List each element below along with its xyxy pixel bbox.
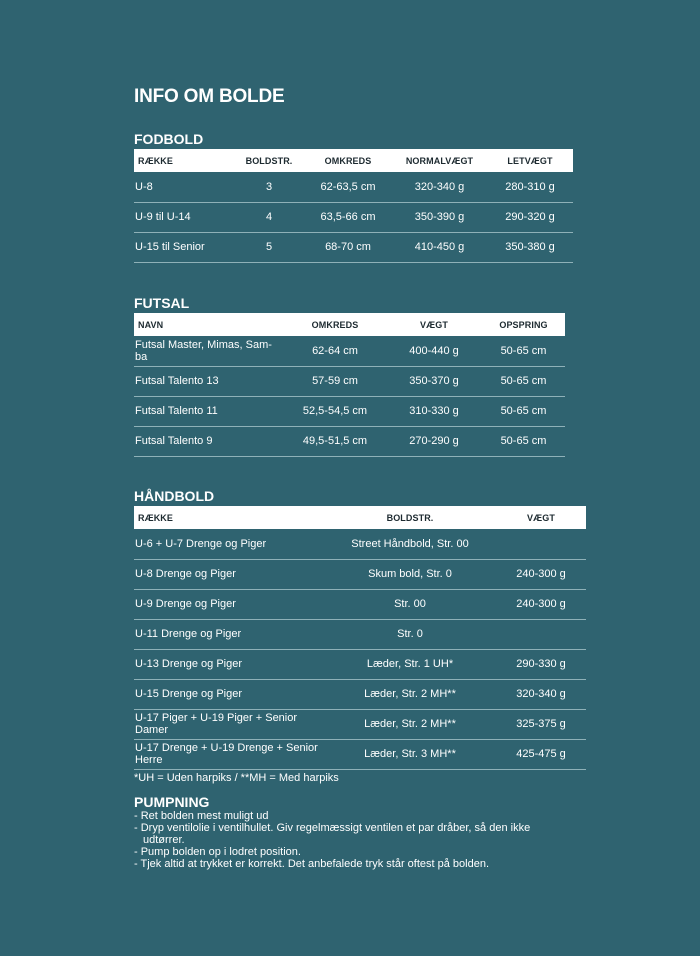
futsal-header-vaegt: VÆGT xyxy=(386,313,482,336)
table-cell: Futsal Talento 13 xyxy=(134,366,284,396)
fodbold-header-boldstr: BOLDSTR. xyxy=(234,149,304,172)
table-cell: 240-300 g xyxy=(496,559,586,589)
table-cell: Læder, Str. 2 MH** xyxy=(324,709,496,739)
fodbold-title: FODBOLD xyxy=(134,131,204,147)
table-cell: 50-65 cm xyxy=(482,426,565,456)
table-cell: 62-63,5 cm xyxy=(304,172,392,202)
futsal-header-omkreds: OMKREDS xyxy=(284,313,386,336)
table-cell: Læder, Str. 1 UH* xyxy=(324,649,496,679)
table-cell: 62-64 cm xyxy=(284,336,386,366)
table-cell: U-17 Drenge + U-19 Drenge + Senior Herre xyxy=(134,739,324,769)
futsal-section xyxy=(134,294,565,457)
list-item: - Dryp ventilolie i ventilhullet. Giv regelmæssigt ventilen et par dråber, så den ikke udtørrer. xyxy=(134,822,531,846)
table-cell: Str. 0 xyxy=(324,619,496,649)
pumpning-section xyxy=(134,794,574,870)
table-row xyxy=(134,232,573,262)
table-cell: 350-380 g xyxy=(487,232,573,262)
table-row xyxy=(134,172,573,202)
table-cell: U-17 Piger + U-19 Piger + Senior Damer xyxy=(134,709,324,739)
table-cell: U-9 til U-14 xyxy=(134,202,234,232)
table-cell: Futsal Talento 9 xyxy=(134,426,284,456)
table-row xyxy=(134,739,586,769)
list-item: - Tjek altid at trykket er korrekt. Det anbefalede tryk står oftest på bolden. xyxy=(134,858,490,870)
table-cell: Futsal Talento 11 xyxy=(134,396,284,426)
table-cell: 310-330 g xyxy=(386,396,482,426)
table-cell: 350-390 g xyxy=(392,202,487,232)
table-cell xyxy=(496,619,586,649)
table-cell: Skum bold, Str. 0 xyxy=(324,559,496,589)
table-cell: 52,5-54,5 cm xyxy=(284,396,386,426)
table-row xyxy=(134,559,586,589)
table-cell: 68-70 cm xyxy=(304,232,392,262)
fodbold-header-letvaegt: LETVÆGT xyxy=(487,149,573,172)
fodbold-header-omkreds: OMKREDS xyxy=(304,149,392,172)
table-cell: U-11 Drenge og Piger xyxy=(134,619,324,649)
table-row xyxy=(134,366,565,396)
table-cell: 425-475 g xyxy=(496,739,586,769)
table-cell: 50-65 cm xyxy=(482,396,565,426)
table-cell: Futsal Master, Mimas, Sam-ba xyxy=(134,336,284,366)
table-cell: 320-340 g xyxy=(392,172,487,202)
table-cell: U-13 Drenge og Piger xyxy=(134,649,324,679)
page-title: INFO OM BOLDE xyxy=(134,86,285,107)
table-cell: 325-375 g xyxy=(496,709,586,739)
table-cell: 410-450 g xyxy=(392,232,487,262)
table-cell: 270-290 g xyxy=(386,426,482,456)
futsal-header-row xyxy=(134,313,565,336)
table-cell: Str. 00 xyxy=(324,589,496,619)
table-row xyxy=(134,709,586,739)
table-cell: 280-310 g xyxy=(487,172,573,202)
fodbold-table xyxy=(134,149,573,263)
table-cell: 320-340 g xyxy=(496,679,586,709)
table-cell: U-8 xyxy=(134,172,234,202)
futsal-header-navn: NAVN xyxy=(134,313,284,336)
handbold-header-row xyxy=(134,506,586,529)
pumpning-title: PUMPNING xyxy=(134,794,210,810)
table-cell: U-6 + U-7 Drenge og Piger xyxy=(134,529,324,559)
table-cell: 50-65 cm xyxy=(482,336,565,366)
table-cell: 290-320 g xyxy=(487,202,573,232)
table-cell: 50-65 cm xyxy=(482,366,565,396)
table-cell: Street Håndbold, Str. 00 xyxy=(324,529,496,559)
handbold-title: HÅNDBOLD xyxy=(134,488,215,504)
list-item: - Ret bolden mest muligt ud xyxy=(134,810,269,822)
handbold-footnote: *UH = Uden harpiks / **MH = Med harpiks xyxy=(134,771,339,784)
pumpning-list xyxy=(134,810,574,870)
futsal-title: FUTSAL xyxy=(134,295,190,311)
table-cell: 240-300 g xyxy=(496,589,586,619)
handbold-section xyxy=(134,487,586,786)
table-cell: 3 xyxy=(234,172,304,202)
futsal-header-opspring: OPSPRING xyxy=(482,313,565,336)
table-cell: U-15 til Senior xyxy=(134,232,234,262)
table-row xyxy=(134,649,586,679)
table-cell: 49,5-51,5 cm xyxy=(284,426,386,456)
table-cell: U-9 Drenge og Piger xyxy=(134,589,324,619)
table-cell: Læder, Str. 2 MH** xyxy=(324,679,496,709)
table-cell: 290-330 g xyxy=(496,649,586,679)
fodbold-header-row xyxy=(134,149,573,172)
table-row xyxy=(134,426,565,456)
table-cell: U-8 Drenge og Piger xyxy=(134,559,324,589)
table-cell: 400-440 g xyxy=(386,336,482,366)
table-cell: U-15 Drenge og Piger xyxy=(134,679,324,709)
table-row xyxy=(134,679,586,709)
handbold-header-vaegt: VÆGT xyxy=(496,506,586,529)
handbold-header-boldstr: BOLDSTR. xyxy=(324,506,496,529)
list-item: - Pump bolden op i lodret position. xyxy=(134,846,301,858)
table-cell: 4 xyxy=(234,202,304,232)
table-row xyxy=(134,589,586,619)
table-row xyxy=(134,396,565,426)
table-cell: 57-59 cm xyxy=(284,366,386,396)
table-row xyxy=(134,336,565,366)
table-cell xyxy=(496,529,586,559)
table-row xyxy=(134,202,573,232)
table-cell: 5 xyxy=(234,232,304,262)
table-row xyxy=(134,619,586,649)
table-cell: 63,5-66 cm xyxy=(304,202,392,232)
table-cell: Læder, Str. 3 MH** xyxy=(324,739,496,769)
table-cell: 350-370 g xyxy=(386,366,482,396)
handbold-header-raekke: RÆKKE xyxy=(134,506,324,529)
handbold-table xyxy=(134,506,586,770)
futsal-table xyxy=(134,313,565,457)
fodbold-header-normalvaegt: NORMALVÆGT xyxy=(392,149,487,172)
fodbold-header-raekke: RÆKKE xyxy=(134,149,234,172)
table-row xyxy=(134,529,586,559)
fodbold-section xyxy=(134,130,573,263)
